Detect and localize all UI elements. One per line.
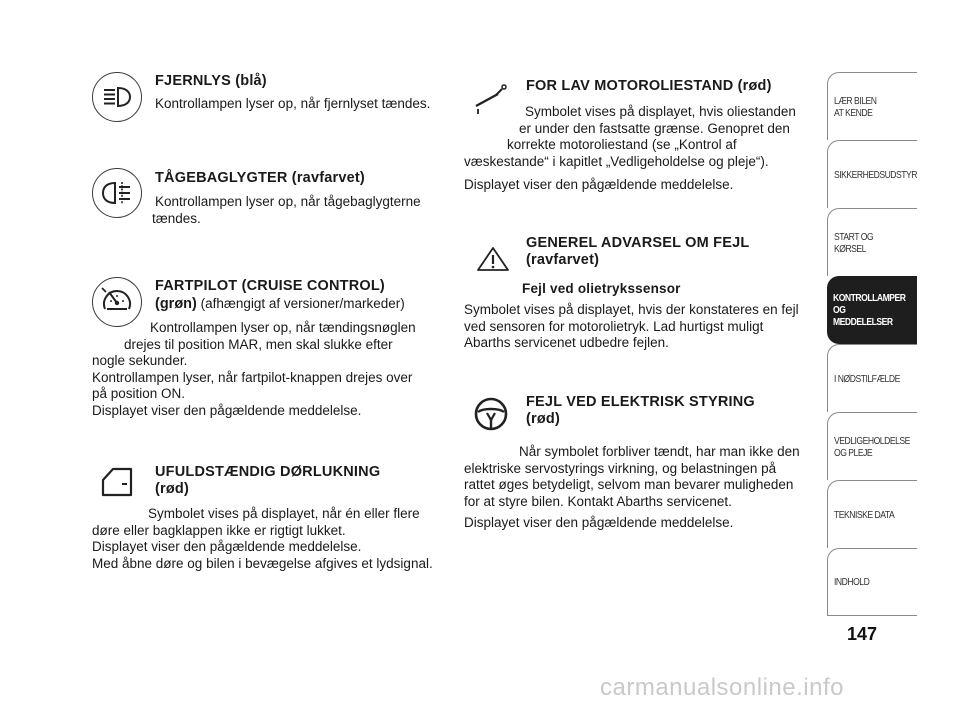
generel-subheading: Fejl ved olietrykssensor bbox=[522, 281, 681, 296]
fartpilot-line: drejes til position MAR, men skal slukke efter bbox=[124, 336, 393, 352]
fartpilot-text bbox=[92, 320, 442, 419]
motorolie-line: Displayet viser den pågældende meddelelse. bbox=[464, 177, 734, 192]
styring-title-line: FEJL VED ELEKTRISK STYRING bbox=[526, 394, 755, 410]
dorlukning-title-line: UFULDSTÆNDIG DØRLUKNING bbox=[155, 464, 381, 480]
motorolie-line: væskestande“ i kapitlet „Vedligeholdelse og pleje“). bbox=[464, 153, 769, 169]
tab-laer-bilen-at-kende[interactable]: LÆR BILEN AT KENDE bbox=[827, 72, 917, 140]
motorolie-title: FOR LAV MOTOROLIESTAND (rød) bbox=[526, 78, 772, 94]
styring-line: Displayet viser den pågældende meddelelse. bbox=[464, 515, 734, 530]
steering-wheel-icon bbox=[473, 396, 509, 437]
fartpilot-subtitle-color: (grøn) bbox=[155, 296, 197, 312]
styring-line: rattet øges betydeligt, selvom man bevarer muligheden bbox=[464, 477, 794, 492]
tagebaglygter-line: Kontrollampen lyser op, når tågebaglygterne bbox=[155, 194, 421, 209]
fartpilot-line: nogle sekunder. bbox=[92, 353, 188, 368]
dorlukning-line: Displayet viser den pågældende meddelelse. bbox=[92, 539, 362, 554]
dorlukning-line: Med åbne døre og bilen i bevægelse afgives et lydsignal. bbox=[92, 555, 433, 571]
tab-vedligeholdelse-og-pleje[interactable]: VEDLIGEHOLDELSE OG PLEJE bbox=[827, 412, 917, 480]
generel-title-line: GENEREL ADVARSEL OM FEJL bbox=[526, 235, 750, 251]
fartpilot-line: Kontrollampen lyser, når fartpilot-knappen drejes over bbox=[92, 369, 413, 385]
watermark: carmanualsonline.info bbox=[600, 674, 844, 701]
tab-start-og-korsel[interactable]: START OG KØRSEL bbox=[827, 208, 917, 276]
dorlukning-line: døre eller bagklappen ikke er rigtigt lukket. bbox=[92, 522, 346, 538]
fartpilot-title: FARTPILOT (CRUISE CONTROL) bbox=[155, 278, 385, 294]
door-open-icon bbox=[100, 466, 136, 503]
tagebaglygter-text bbox=[152, 194, 452, 227]
tagebaglygter-line: tændes. bbox=[152, 210, 201, 226]
styring-title-line: (rød) bbox=[526, 411, 561, 427]
dorlukning-text bbox=[92, 506, 452, 572]
rear-fog-light-icon bbox=[92, 168, 142, 218]
fartpilot-subtitle bbox=[155, 295, 405, 313]
styring-title bbox=[526, 394, 755, 428]
tab-i-nodstilfaelde[interactable]: I NØDSTILFÆLDE bbox=[827, 344, 917, 412]
fartpilot-line: Displayet viser den pågældende meddelelse. bbox=[92, 402, 362, 418]
fartpilot-subtitle-note: (afhængigt af versioner/markeder) bbox=[196, 296, 405, 311]
tab-tekniske-data[interactable]: TEKNISKE DATA bbox=[827, 480, 917, 548]
tagebaglygter-title: TÅGEBAGLYGTER (ravfarvet) bbox=[155, 170, 365, 186]
styring-line: for at styre bilen. Kontakt Abarths servicenet. bbox=[464, 493, 732, 509]
high-beam-icon bbox=[92, 72, 142, 122]
styring-line: elektriske servostyrings virkning, og belastningen på bbox=[464, 460, 777, 476]
fartpilot-line: Kontrollampen lyser op, når tændingsnøglen bbox=[150, 320, 416, 335]
fjernlys-text: Kontrollampen lyser op, når fjernlyset tændes. bbox=[155, 96, 431, 111]
motorolie-line: er under den fastsatte grænse. Genopret den bbox=[519, 120, 790, 136]
dorlukning-title bbox=[155, 464, 380, 498]
generel-text bbox=[464, 302, 814, 352]
generel-line: Symbolet vises på displayet, hvis der konstateres en fejl bbox=[464, 302, 799, 317]
motorolie-line: Symbolet vises på displayet, hvis oliestanden bbox=[525, 104, 796, 119]
tab-kontrollamper-og-meddelelser[interactable]: KONTROLLAMPER OG MEDDELELSER bbox=[827, 276, 917, 344]
generel-line: Abarths servicenet udbedre fejlen. bbox=[464, 335, 669, 350]
motorolie-line: korrekte motoroliestand (se „Kontrol af bbox=[507, 137, 737, 152]
fjernlys-title: FJERNLYS (blå) bbox=[155, 73, 267, 89]
generel-title-line: (ravfarvet) bbox=[526, 252, 600, 268]
generel-title bbox=[526, 235, 749, 269]
generel-line: ved sensoren for motorolietryk. Lad hurtigst muligt bbox=[464, 318, 764, 334]
tab-sikkerhedsudstyr[interactable]: SIKKERHEDSUDSTYR bbox=[827, 140, 917, 208]
tab-indhold[interactable]: INDHOLD bbox=[827, 548, 917, 616]
styring-line: Når symbolet forbliver tændt, har man ikke den bbox=[519, 444, 800, 459]
motorolie-text bbox=[464, 104, 814, 194]
styring-text bbox=[464, 444, 824, 532]
dorlukning-line: Symbolet vises på displayet, når én eller flere bbox=[148, 506, 420, 521]
warning-triangle-icon bbox=[476, 246, 510, 277]
fartpilot-line: på position ON. bbox=[92, 386, 186, 401]
dorlukning-title-line: (rød) bbox=[155, 481, 190, 497]
page-number: 147 bbox=[846, 624, 878, 644]
